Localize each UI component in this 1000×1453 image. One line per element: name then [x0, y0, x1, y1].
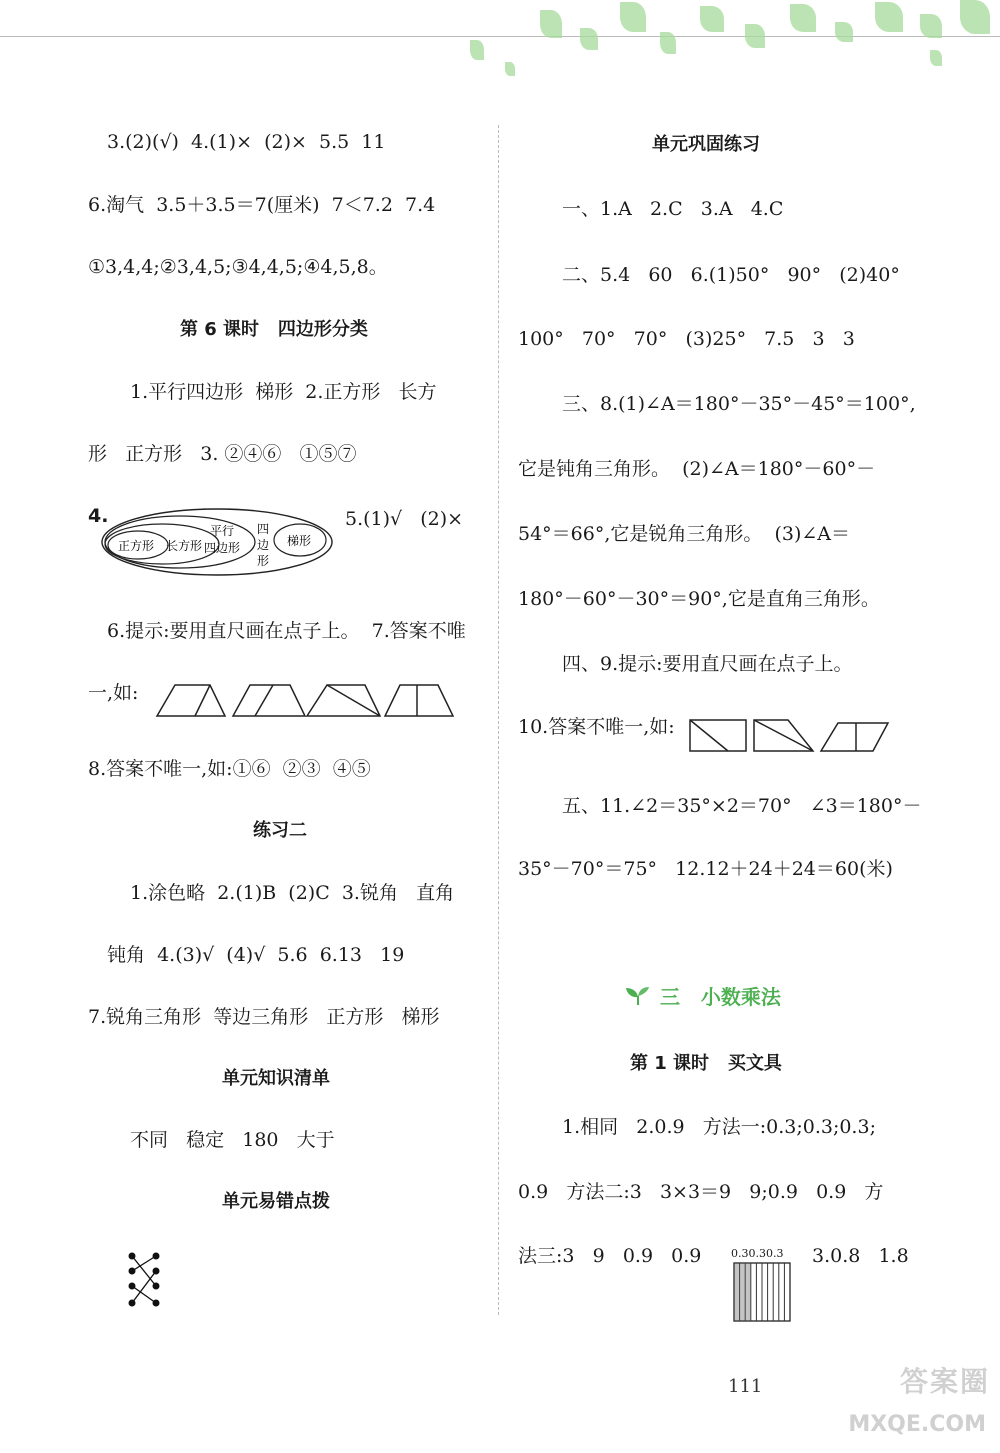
decimal-grid-diagram: [733, 1262, 793, 1324]
answer-line: 1.平行四边形 梯形 2.正方形 长方: [130, 381, 437, 403]
answer-line: 7.锐角三角形 等边三角形 正方形 梯形: [88, 1006, 440, 1028]
answer-line: 0.9 方法二:3 3×3＝9 9;0.9 0.9 方: [518, 1181, 884, 1203]
answer-line: 6.提示:要用直尺画在点子上。 7.答案不唯: [107, 620, 466, 642]
answer-line: 180°－60°－30°＝90°,它是直角三角形。: [518, 588, 880, 610]
venn-label: 边: [257, 538, 270, 552]
answer-line: 三、8.(1)∠A＝180°－35°－45°＝100°,: [562, 393, 916, 415]
answer-line: 它是钝角三角形。 (2)∠A＝180°－60°－: [518, 458, 876, 480]
answer-line: 10.答案不唯一,如:: [518, 716, 675, 738]
page-number: 111: [728, 1376, 763, 1397]
chapter-heading: 三 小数乘法: [660, 985, 781, 1009]
answer-line: 8.答案不唯一,如:①⑥ ②③ ④⑤: [88, 758, 371, 780]
venn-label: 平行: [210, 524, 235, 538]
venn-label: 正方形: [118, 539, 155, 553]
lesson-heading: 第 6 课时 四边形分类: [180, 319, 368, 340]
watermark-url: MXQE.COM: [848, 1412, 986, 1437]
answer-line: 35°－70°＝75° 12.12＋24＋24＝60(米): [518, 858, 893, 880]
answer-line: 54°＝66°,它是锐角三角形。 (3)∠A＝: [518, 523, 851, 545]
answer-line: 5.(1)√ (2)×: [345, 508, 464, 530]
venn-label: 梯形: [287, 534, 312, 548]
watermark-logo: 答案圈: [899, 1365, 990, 1398]
matching-lines-diagram: [125, 1250, 165, 1314]
trapezoid-examples: [155, 683, 465, 719]
answer-line: 五、11.∠2＝35°×2＝70° ∠3＝180°－: [562, 795, 922, 817]
answer-line: 四、9.提示:要用直尺画在点子上。: [562, 653, 853, 675]
venn-label: 四: [257, 522, 270, 536]
answer-line: 不同 稳定 180 大于: [130, 1129, 335, 1151]
quadrilateral-examples: [688, 718, 893, 754]
venn-label: 形: [257, 554, 270, 568]
answer-line: 1.相同 2.0.9 方法一:0.3;0.3;0.3;: [562, 1116, 876, 1138]
answer-line: ①3,4,4;②3,4,5;③4,4,5;④4,5,8。: [88, 256, 388, 278]
section-heading: 单元知识清单: [222, 1068, 330, 1089]
sprout-icon: [625, 986, 651, 1006]
quadrilateral-venn-diagram: [100, 505, 335, 580]
answer-line: 一、1.A 2.C 3.A 4.C: [562, 198, 784, 220]
answer-line: 6.淘气 3.5＋3.5＝7(厘米) 7＜7.2 7.4: [88, 194, 436, 216]
column-divider: [498, 125, 499, 1315]
question-number: 4.: [88, 505, 109, 527]
answer-line: 3.(2)(√) 4.(1)× (2)× 5.5 11: [107, 131, 386, 153]
section-heading: 单元易错点拨: [222, 1191, 330, 1212]
venn-label: 长方形: [166, 539, 203, 553]
answer-line: 钝角 4.(3)√ (4)√ 5.6 6.13 19: [107, 944, 405, 966]
lesson-heading: 第 1 课时 买文具: [630, 1053, 782, 1074]
section-heading: 单元巩固练习: [652, 134, 760, 155]
answer-line: 一,如:: [88, 682, 139, 704]
section-heading: 练习二: [253, 820, 307, 841]
answer-line: 100° 70° 70° (3)25° 7.5 3 3: [518, 328, 855, 350]
venn-label: 四边形: [204, 541, 241, 555]
answer-line: 二、5.4 60 6.(1)50° 90° (2)40°: [562, 264, 900, 286]
answer-line: 1.涂色略 2.(1)B (2)C 3.锐角 直角: [130, 882, 455, 904]
grid-column-labels: 0.30.30.3: [731, 1247, 784, 1260]
answer-line: 形 正方形 3. ②④⑥ ①⑤⑦: [88, 443, 357, 465]
answer-line: 3.0.8 1.8: [812, 1245, 909, 1267]
answer-line: 法三:3 9 0.9 0.9: [518, 1245, 702, 1267]
